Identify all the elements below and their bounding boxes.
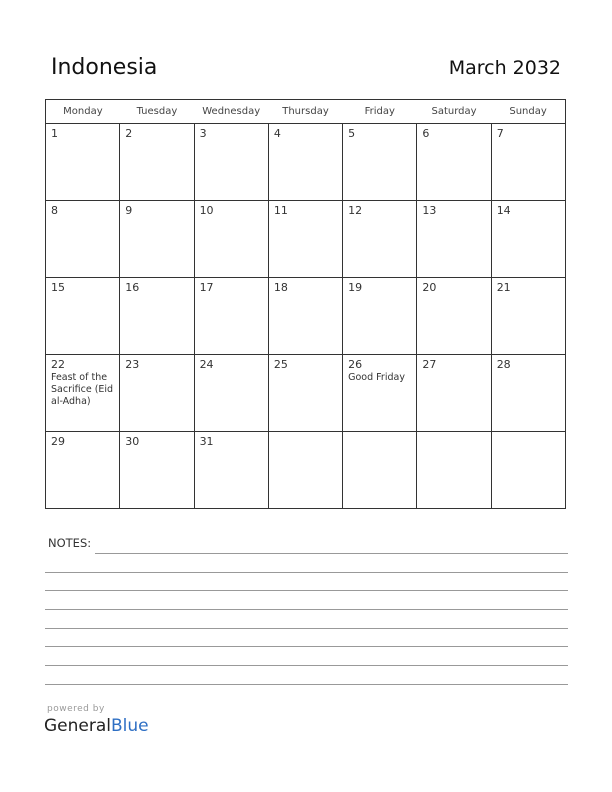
notes-label: NOTES: [48, 536, 92, 550]
day-number: 8 [51, 204, 58, 217]
day-cell[interactable] [491, 355, 565, 432]
day-number: 7 [496, 127, 504, 140]
week-row [46, 278, 566, 355]
day-cell[interactable] [268, 278, 342, 355]
day-cell[interactable] [417, 201, 491, 278]
day-number: 31 [199, 435, 214, 448]
day-number: 11 [273, 204, 288, 217]
day-cell[interactable] [343, 355, 417, 432]
day-cell[interactable] [491, 432, 565, 509]
country-title: Indonesia [51, 55, 158, 80]
day-cell[interactable] [194, 278, 268, 355]
day-cell[interactable] [343, 432, 417, 509]
note-line [45, 590, 568, 591]
day-number: 1 [51, 127, 58, 140]
day-number: 26 [348, 358, 363, 371]
day-number: 5 [348, 127, 356, 140]
day-number: 27 [422, 358, 437, 371]
day-cell[interactable] [343, 124, 417, 201]
day-cell[interactable] [417, 278, 491, 355]
day-cell[interactable] [417, 124, 491, 201]
day-number: 30 [125, 435, 140, 448]
note-line [45, 646, 568, 647]
day-cell[interactable] [268, 201, 342, 278]
day-number: 3 [199, 127, 207, 140]
weekday-friday: Friday [343, 100, 417, 124]
day-cell[interactable] [491, 278, 565, 355]
day-number: 13 [422, 204, 437, 217]
day-cell[interactable] [194, 124, 268, 201]
brand-general: General [44, 716, 111, 736]
day-cell[interactable] [491, 124, 565, 201]
day-number: 15 [51, 281, 65, 294]
month-year-title: March 2032 [448, 57, 561, 79]
day-cell[interactable] [268, 124, 342, 201]
day-number: 10 [199, 204, 214, 217]
note-line [95, 553, 568, 554]
week-row [46, 432, 566, 509]
day-number: 29 [51, 435, 65, 448]
day-cell[interactable] [46, 432, 120, 509]
day-number: 16 [125, 281, 140, 294]
weekday-thursday: Thursday [268, 100, 342, 124]
note-line [45, 628, 568, 629]
note-line [45, 572, 568, 573]
brand-blue: Blue [111, 716, 149, 736]
day-cell[interactable] [268, 355, 342, 432]
day-number: 21 [496, 281, 511, 294]
day-cell[interactable] [120, 124, 194, 201]
powered-by-text: powered by [47, 704, 105, 714]
day-cell[interactable] [343, 201, 417, 278]
day-number: 24 [199, 358, 214, 371]
note-line [45, 609, 568, 610]
day-number: 18 [273, 281, 288, 294]
day-cell[interactable] [491, 201, 565, 278]
day-number: 6 [422, 127, 430, 140]
day-cell[interactable] [120, 432, 194, 509]
day-cell[interactable] [417, 355, 491, 432]
day-cell[interactable] [120, 355, 194, 432]
day-cell[interactable] [268, 432, 342, 509]
generalblue-logo[interactable] [44, 716, 149, 736]
day-cell[interactable] [46, 278, 120, 355]
week-row [46, 355, 566, 432]
day-cell[interactable] [46, 201, 120, 278]
day-cell[interactable] [120, 201, 194, 278]
weekday-sunday: Sunday [491, 100, 565, 124]
week-row [46, 124, 566, 201]
day-cell[interactable] [194, 355, 268, 432]
day-number: 25 [273, 358, 288, 371]
holiday-label: Good Friday [348, 372, 405, 383]
calendar-grid [45, 99, 566, 509]
day-cell[interactable] [417, 432, 491, 509]
note-line [45, 665, 568, 666]
day-number: 12 [348, 204, 363, 217]
note-line [45, 684, 568, 685]
day-cell[interactable] [46, 124, 120, 201]
day-cell[interactable] [343, 278, 417, 355]
day-number: 2 [125, 127, 133, 140]
day-number: 17 [199, 281, 214, 294]
holiday-label: Feast of the Sacrifice (Eid al-Adha) [51, 372, 114, 407]
weekday-header-row [46, 100, 566, 124]
weekday-saturday: Saturday [417, 100, 491, 124]
day-cell[interactable] [194, 432, 268, 509]
weekday-tuesday: Tuesday [120, 100, 194, 124]
day-number: 4 [273, 127, 281, 140]
day-cell[interactable] [46, 355, 120, 432]
day-cell[interactable] [194, 201, 268, 278]
day-number: 28 [496, 358, 511, 371]
weekday-monday: Monday [46, 100, 120, 124]
day-number: 23 [125, 358, 140, 371]
day-number: 14 [496, 204, 511, 217]
day-number: 19 [348, 281, 363, 294]
day-cell[interactable] [120, 278, 194, 355]
day-number: 9 [125, 204, 133, 217]
day-number: 22 [51, 358, 65, 371]
week-row [46, 201, 566, 278]
weekday-wednesday: Wednesday [194, 100, 268, 124]
day-number: 20 [422, 281, 437, 294]
